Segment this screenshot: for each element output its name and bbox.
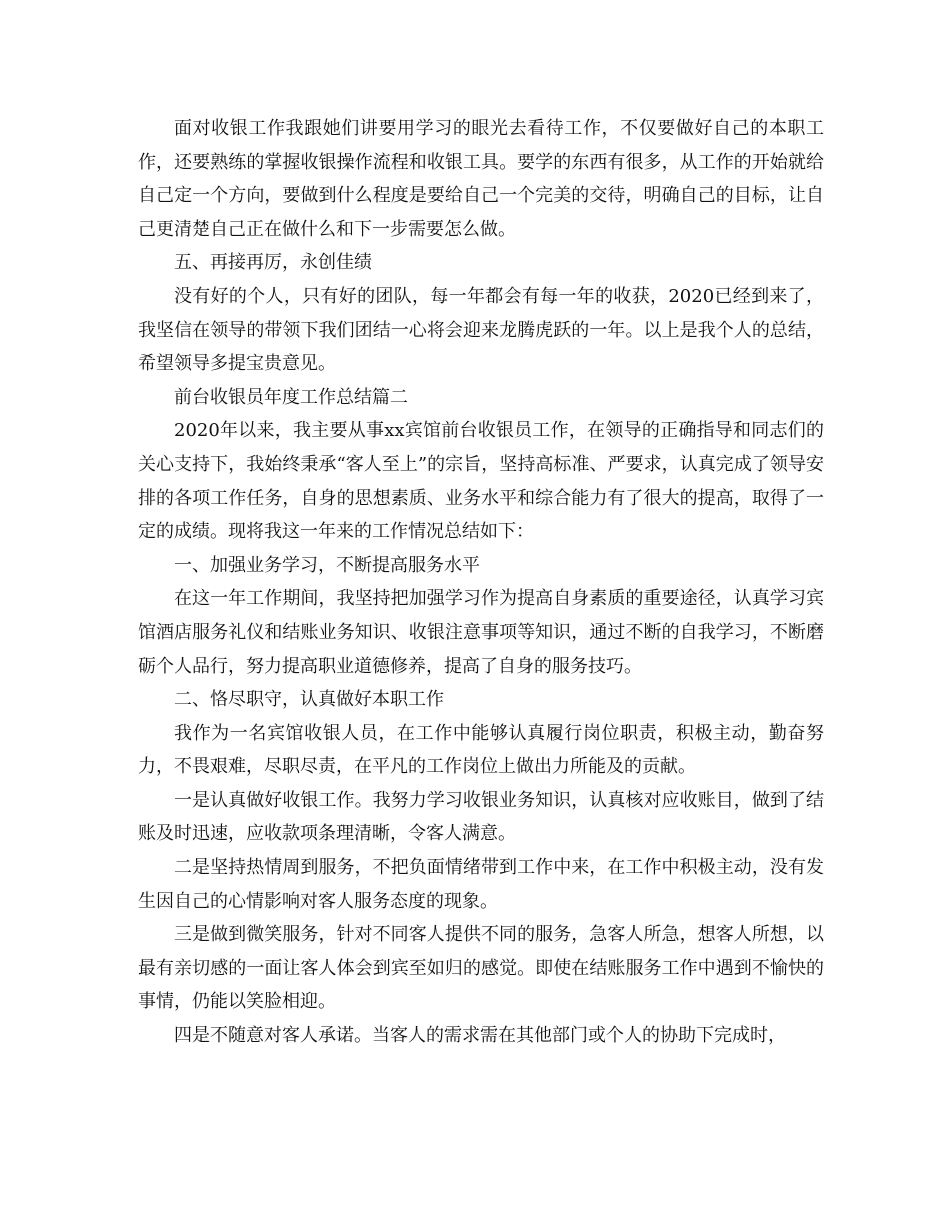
paragraph: 四是不随意对客人承诺。当客人的需求需在其他部门或个人的协助下完成时， xyxy=(174,1025,786,1047)
paragraph: 三是做到微笑服务，针对不同客人提供不同的服务，急客人所急，想客人所想，以最有亲切感的一面让客人体会到宾至如归的感觉。即使在结账服务工作中遇到不愉快的事情，仍能以笑脸相迎。 xyxy=(138,924,824,1013)
paragraph: 一是认真做好收银工作。我努力学习收银业务知识，认真核对应收账目，做到了结账及时迅速，应收款项条理清晰，令客人满意。 xyxy=(138,789,824,845)
paragraph: 没有好的个人，只有好的团队，每一年都会有每一年的收获，2020已经到来了，我坚信在领导的带领下我们团结一心将会迎来龙腾虎跃的一年。以上是我个人的总结，希望领导多提宝贵意见。 xyxy=(138,285,824,375)
paragraph: 在这一年工作期间，我坚持把加强学习作为提高自身素质的重要途径，认真学习宾馆酒店服务礼仪和结账业务知识、收银注意事项等知识，通过不断的自我学习，不断磨砺个人品行，努力提高职业道德修养，提高了自身的服务技巧。 xyxy=(138,588,824,677)
section-heading: 一、加强业务学习，不断提高服务水平 xyxy=(174,554,480,576)
document-body xyxy=(138,112,824,1053)
paragraph: 我作为一名宾馆收银人员，在工作中能够认真履行岗位职责，积极主动，勤奋努力，不畏艰难，尽职尽责，在平凡的工作岗位上做出力所能及的贡献。 xyxy=(138,722,824,778)
article-title: 前台收银员年度工作总结篇二 xyxy=(174,386,408,408)
paragraph: 面对收银工作我跟她们讲要用学习的眼光去看待工作，不仅要做好自己的本职工作，还要熟练的掌握收银操作流程和收银工具。要学的东西有很多，从工作的开始就给自己定一个方向，要做到什么程度是要给自己一个完美的交待，明确自己的目标，让自己更清楚自己正在做什么和下一步需要怎么做。 xyxy=(138,118,824,240)
section-heading: 二、恪尽职守，认真做好本职工作 xyxy=(174,689,444,711)
paragraph: 2020年以来，我主要从事xx宾馆前台收银员工作，在领导的正确指导和同志们的关心支持下，我始终秉承“客人至上”的宗旨，坚持高标准、严要求，认真完成了领导安排的各项工作任务，自身的思想素质、业务水平和综合能力有了很大的提高，取得了一定的成绩。现将我这一年来的工作情况总结如下： xyxy=(138,420,824,543)
paragraph: 二是坚持热情周到服务，不把负面情绪带到工作中来，在工作中积极主动，没有发生因自己的心情影响对客人服务态度的现象。 xyxy=(138,857,824,912)
section-heading: 五、再接再厉，永创佳绩 xyxy=(174,252,372,274)
